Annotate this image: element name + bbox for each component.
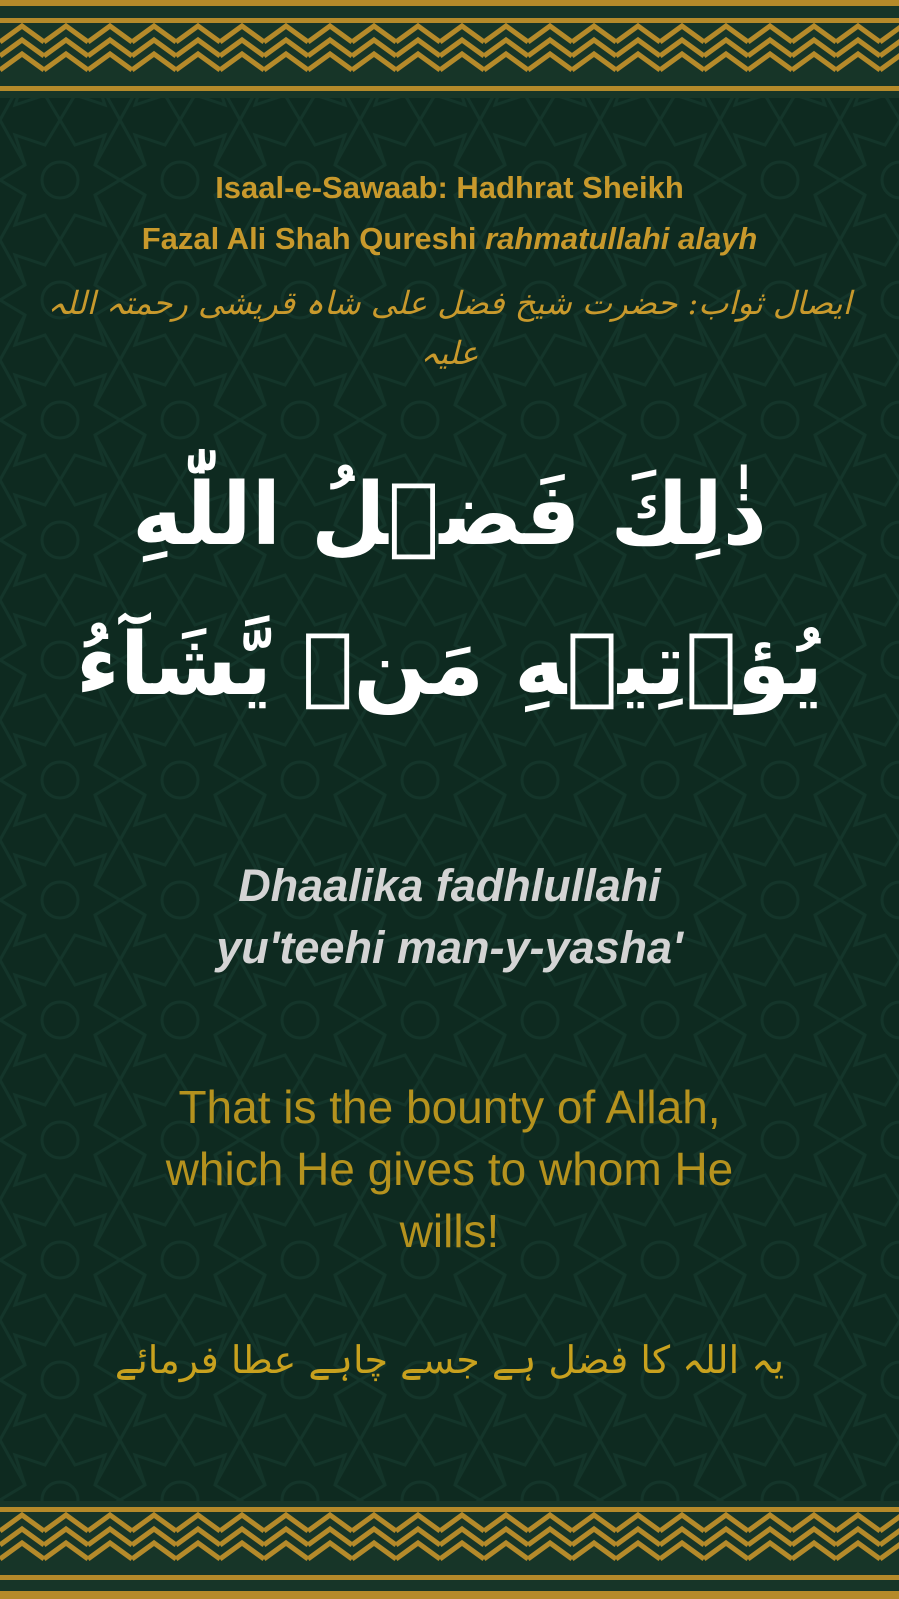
title-line-2 (40, 213, 859, 264)
transliteration-line-1: Dhaalika fadhlullahi (238, 860, 661, 911)
english-translation: That is the bounty of Allah, which He gives to whom He wills! (165, 1081, 734, 1257)
transliteration-line-2: yu'teehi man-y-yasha' (216, 922, 683, 973)
arabic-verse-line-1: ذٰلِكَ فَضۡلُ اللّٰهِ (132, 465, 767, 565)
transliteration (40, 855, 859, 979)
title-honorific: rahmatullahi alayh (485, 221, 758, 256)
arabic-verse (60, 440, 839, 740)
arabic-verse-line-2: يُؤۡتِيۡهِ مَنۡ يَّشَآءُ (75, 615, 824, 715)
urdu-translation: یہ اللہ کا فضل ہے جسے چاہے عطا فرمائے (114, 1338, 785, 1382)
page-title (40, 162, 859, 264)
title-name: Fazal Ali Shah Qureshi (141, 221, 486, 256)
title-line-1: Isaal-e-Sawaab: Hadhrat Sheikh (215, 170, 684, 205)
urdu-title: ایصال ثواب: حضرت شیخ فضل علی شاہ قریشی رحمتہ اللہ علیہ (47, 284, 852, 372)
